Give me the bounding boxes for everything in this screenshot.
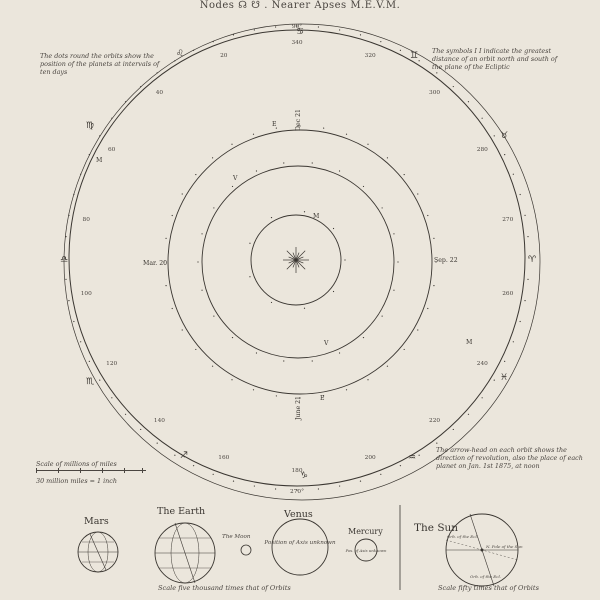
orbit-dot: [213, 41, 214, 42]
zodiac-symbol: ♑: [300, 471, 309, 481]
orbit-dot: [339, 352, 340, 353]
orbit-outer-ring: [64, 24, 540, 500]
orbit-dot: [253, 389, 254, 390]
orbit-dot: [400, 465, 401, 466]
orbit-dot: [157, 443, 158, 444]
orbit-dot: [360, 481, 361, 482]
orbit-dot: [213, 474, 214, 475]
orbit-dot: [404, 349, 405, 350]
orbit-dot: [256, 170, 257, 171]
orbit-dot: [312, 162, 313, 163]
zodiac-symbol: ♊: [410, 51, 419, 61]
orbit-dot: [89, 154, 90, 155]
venus-globe: [272, 519, 328, 575]
orbit-dot: [360, 34, 361, 35]
orbit-dot: [182, 193, 183, 194]
orbit-dot: [65, 236, 66, 237]
orbit-dot: [157, 72, 158, 73]
orbit-dot: [253, 134, 254, 135]
orbit-dot: [433, 285, 434, 286]
orbit-dot: [212, 157, 213, 158]
orbit-letter: M: [313, 213, 320, 220]
orbit-letter: V: [324, 340, 329, 347]
orbit-dot: [363, 337, 364, 338]
orbit-dot: [520, 321, 521, 322]
orbit-dot: [380, 474, 381, 475]
orbit-dot: [346, 134, 347, 135]
orbit-dot: [68, 300, 69, 301]
label-top: 90°: [291, 24, 303, 30]
orbit-dot: [304, 308, 305, 309]
orbit-dot: [213, 315, 214, 316]
orbit-dot: [68, 215, 69, 216]
orbit-dot: [367, 144, 368, 145]
orbit-letter: E: [272, 121, 277, 128]
sun-title: The Sun: [414, 522, 459, 534]
orbit-dot: [140, 429, 141, 430]
orbit-tick-label: 100: [80, 291, 92, 298]
orbit-tick-label: 140: [153, 417, 165, 424]
sun-label-3: Orb. of the Ecl.: [470, 574, 501, 579]
orbit-dot: [513, 341, 514, 342]
orbit-dot: [323, 127, 324, 128]
orbit-dot: [333, 228, 334, 229]
orbit-dot: [333, 291, 334, 292]
star-ray: [287, 260, 296, 269]
zodiac-symbol: ♐: [180, 451, 189, 461]
orbit-dot: [382, 315, 383, 316]
orbit-tick-label: 20: [220, 52, 228, 59]
orbit-dot: [504, 154, 505, 155]
orbit-dot: [527, 279, 528, 280]
orbit-tick-label: 120: [106, 361, 118, 367]
orbit-dot: [111, 118, 112, 119]
moon-label: The Moon: [222, 534, 251, 540]
orbit-dot: [346, 389, 347, 390]
orbit-dot: [99, 380, 100, 381]
orbit-letter: M: [96, 157, 103, 164]
orbit-dot: [182, 329, 183, 330]
orbit-dot: [283, 360, 284, 361]
orbit-dot: [233, 481, 234, 482]
label-sep: Sep. 22: [434, 257, 458, 264]
orbit-dot: [249, 243, 250, 244]
orbit-dot: [419, 455, 420, 456]
orbit-dot: [387, 366, 388, 367]
orbit-dot: [73, 321, 74, 322]
orbit-dot: [232, 186, 233, 187]
orbit-dot: [233, 34, 234, 35]
orbit-dot: [344, 259, 345, 260]
orbit-dot: [304, 211, 305, 212]
orbit-dot: [312, 360, 313, 361]
star-ray: [287, 251, 296, 260]
orbit-tick-label: 280: [476, 147, 488, 153]
orbit-dot: [427, 215, 428, 216]
orbit-dot: [140, 86, 141, 87]
orbit-dot: [524, 215, 525, 216]
orbit-dot: [404, 174, 405, 175]
orbit-dot: [453, 86, 454, 87]
orbit-dot: [201, 290, 202, 291]
orbit-dot: [212, 366, 213, 367]
orbit-dot: [213, 207, 214, 208]
orbit-dot: [165, 238, 166, 239]
scale-title: Scale of millions of miles: [36, 460, 117, 468]
orbit-dot: [453, 429, 454, 430]
orbit-dot: [393, 233, 394, 234]
orbit-tick-label: 180: [291, 468, 303, 474]
mars-globe: [78, 532, 118, 572]
orbit-dot: [397, 261, 398, 262]
orbit-dot: [318, 26, 319, 27]
orbit-dot: [232, 337, 233, 338]
scale-caption: 30 million miles = 1 inch: [36, 477, 117, 485]
zodiac-symbol: ♏: [86, 377, 95, 387]
orbit-dot: [254, 29, 255, 30]
orbit-dot: [254, 485, 255, 486]
orbit-dot: [400, 50, 401, 51]
orbit-dot: [482, 118, 483, 119]
orbit-letter: V: [233, 175, 238, 182]
orbit-dot: [174, 60, 175, 61]
orbit-dot: [339, 170, 340, 171]
orbit-tick-label: 240: [476, 361, 488, 367]
orbit-dot: [393, 290, 394, 291]
orbit-tick-label: 40: [155, 90, 164, 97]
orbit-dot: [419, 60, 420, 61]
orbit-dot: [520, 194, 521, 195]
orbit-dot: [382, 207, 383, 208]
orbit-dot: [172, 308, 173, 309]
zodiac-symbol: ♓: [500, 373, 509, 383]
orbit-dot: [468, 101, 469, 102]
orbit-dot: [367, 379, 368, 380]
orbit-dot: [433, 238, 434, 239]
orbit-dot: [513, 174, 514, 175]
orbit-dot: [363, 186, 364, 187]
zodiac-symbol: ♌: [176, 49, 185, 59]
orbit-dot: [195, 174, 196, 175]
zodiac-symbol: ♎: [60, 255, 69, 265]
central-sun-star: [283, 247, 309, 273]
orbit-dot: [275, 26, 276, 27]
orbit-dot: [256, 352, 257, 353]
venus-title: Venus: [284, 509, 313, 520]
caption-right: Scale fifty times that of Orbits: [438, 584, 539, 592]
orbit-tick-label: 320: [364, 52, 376, 59]
orbit-dot: [89, 361, 90, 362]
orbit-dot: [231, 144, 232, 145]
zodiac-symbol: ♈: [528, 255, 537, 265]
orbit-dot: [195, 349, 196, 350]
orbit-tick-label: 300: [429, 90, 441, 97]
orbit-dot: [65, 279, 66, 280]
orbit-letter: E: [320, 395, 325, 402]
orbit-dot: [339, 485, 340, 486]
orbit-tick-label: 260: [502, 291, 514, 298]
orbit-tick-label: 200: [364, 455, 376, 462]
orbit-dot: [275, 488, 276, 489]
orbit-dot: [417, 193, 418, 194]
orbit-dot: [271, 302, 272, 303]
sun-label-2: N. Pole of the Sun: [486, 544, 523, 549]
note-arrowhead: The arrow-head on each orbit shows the direction of revolution, also the place of each planet on Jan. 1st 1875, at noon: [436, 446, 583, 470]
mars-title: Mars: [84, 516, 109, 527]
label-bottom: 270°: [290, 489, 304, 495]
orbit-letter: M: [466, 339, 473, 346]
orbit-tick-label: 160: [218, 455, 230, 462]
orbit-dot: [193, 465, 194, 466]
orbit-dot: [73, 194, 74, 195]
orbit-dot: [494, 135, 495, 136]
orbit-dot: [527, 236, 528, 237]
orbit-dot: [231, 379, 232, 380]
orbit-dot: [482, 397, 483, 398]
sun-label-1: Orb. of the Ecl.: [447, 534, 478, 539]
orbit-tick-label: 340: [291, 40, 303, 46]
orbit-dot: [197, 261, 198, 262]
orbit-tick-label: 80: [82, 216, 90, 223]
zodiac-symbol: ♒: [408, 453, 417, 463]
orbit-tick-label: 60: [107, 147, 116, 153]
orbit-dot: [468, 414, 469, 415]
orbit-dot: [283, 162, 284, 163]
orbit-dot: [80, 341, 81, 342]
moon-globe: [241, 545, 251, 555]
star-ray: [296, 260, 305, 269]
caption-left: Scale five thousand times that of Orbits: [158, 584, 291, 592]
orbit-dot: [125, 414, 126, 415]
orbit-dot: [494, 380, 495, 381]
orbit-tick-label: 220: [429, 417, 441, 424]
orbit-dot: [172, 215, 173, 216]
earth-globe: [155, 523, 251, 583]
orbit-dot: [504, 361, 505, 362]
orbit-dot: [276, 395, 277, 396]
orbit-dot: [125, 101, 126, 102]
zodiac-symbol: ♍: [86, 121, 95, 131]
label-mar: Mar. 20: [143, 260, 168, 267]
orbit-dot: [80, 174, 81, 175]
orbit-dot: [249, 276, 250, 277]
orbit-dot: [165, 285, 166, 286]
mercury-title: Mercury: [348, 527, 383, 536]
orbit-dot: [387, 157, 388, 158]
label-dec: Dec 21: [295, 109, 302, 131]
orbit-dot: [174, 455, 175, 456]
zodiac-symbol: ♉: [500, 131, 509, 141]
star-ray: [296, 251, 305, 260]
label-june: June 21: [295, 396, 302, 420]
earth-title: The Earth: [157, 506, 206, 517]
orbit-dot: [193, 50, 194, 51]
orbit-dot: [380, 41, 381, 42]
mercury-axis-text: Pos. of Axis unknown: [345, 548, 387, 553]
orbit-tick-label: 270: [502, 216, 514, 223]
plate-header: Nodes ☊ ☋ . Nearer Apses M.E.V.M.: [199, 0, 401, 11]
orbit-dot: [111, 397, 112, 398]
orbit-dot: [201, 233, 202, 234]
orbit-dot: [99, 135, 100, 136]
note-dots: The dots round the orbits show the position of the planets at intervals of ten days: [40, 52, 160, 76]
orbit-dot: [318, 488, 319, 489]
zodiac-symbol: ♋: [296, 27, 305, 37]
note-symbols: The symbols I I indicate the greatest distance of an orbit north and south of the plane of the Ecliptic: [432, 47, 558, 71]
orbit-dot: [271, 217, 272, 218]
orbit-dot: [427, 308, 428, 309]
orbit-dot: [339, 29, 340, 30]
venus-axis-text: Position of Axis unknown: [264, 540, 336, 546]
orbit-dot: [524, 300, 525, 301]
orbit-dot: [436, 72, 437, 73]
orbit-dot: [436, 443, 437, 444]
orbit-dot: [417, 329, 418, 330]
